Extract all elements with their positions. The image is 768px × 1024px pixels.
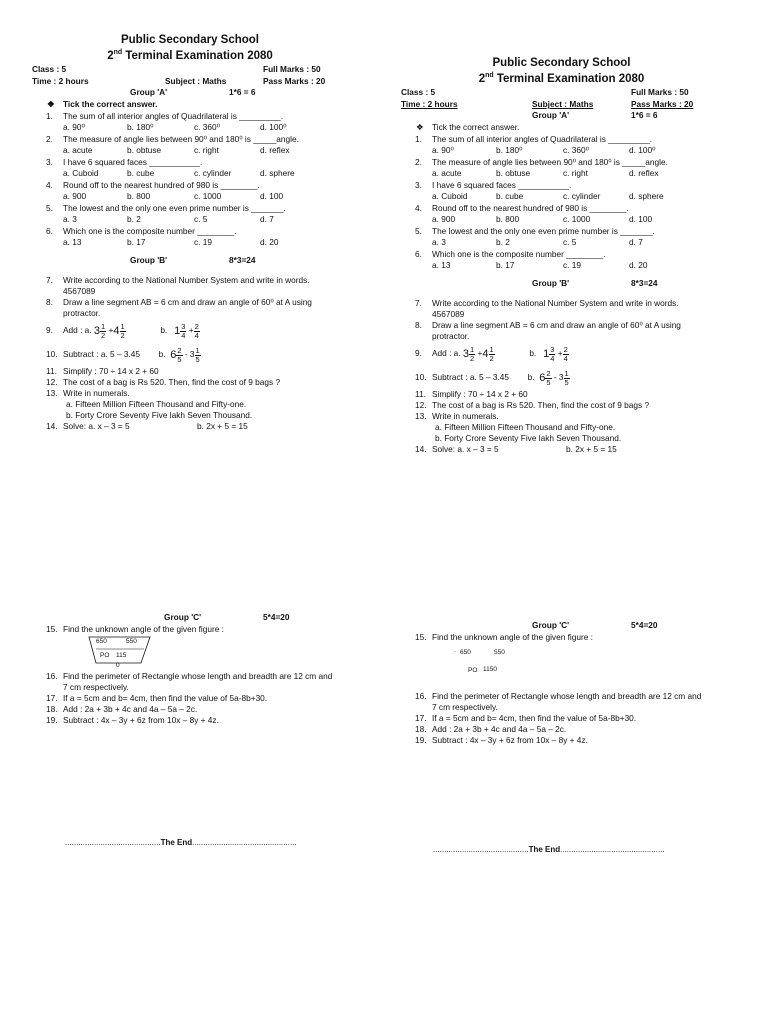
fraction: $\frac{2}{4}$ [194, 322, 199, 340]
class-label: Class : 5 [32, 64, 67, 75]
answer-option[interactable]: c. cylinder [194, 168, 232, 179]
group-a-heading: Group 'A' 1*6 = 6 [130, 87, 256, 98]
question-3: 3. I have 6 squared faces ___________. [46, 157, 203, 168]
question-6: 6. Which one is the composite number ________. [415, 249, 606, 260]
time-label: Time : 2 hours [401, 99, 458, 110]
answer-option[interactable]: d. reflex [260, 145, 290, 156]
fraction: $\frac{3}{4}$ [550, 345, 555, 363]
answer-option[interactable]: a. 3 [432, 237, 446, 248]
question-1: 1. The sum of all interior angles of Quadrilateral is _________. [415, 134, 652, 145]
question-10: 10. Subtract : a. 5 – 3.45 b. 6 $\frac{2}{5}$ - 3 $\frac{1}{5}$ [415, 369, 569, 387]
subject-label: Subject : Maths [165, 76, 227, 87]
answer-option[interactable]: c. 1000 [194, 191, 222, 202]
question-9: 9. Add : a. 3 $\frac{1}{2}$ +4 $\frac{1}{2}$ b. 1 $\frac{3}{4}$ + $\frac{2}{4}$ [415, 345, 568, 363]
exam-title: 2nd Terminal Examination 2080 [107, 49, 273, 63]
time-label: Time : 2 hours [32, 76, 89, 87]
full-marks: Full Marks : 50 [263, 64, 321, 75]
diamond-bullet-icon: ❖ [47, 99, 55, 110]
the-end-right: ...........................................The End............................................... [433, 845, 665, 854]
fraction: $\frac{2}{5}$ [177, 346, 182, 364]
answer-option[interactable]: c. right [194, 145, 219, 156]
fraction: $\frac{1}{5}$ [564, 369, 569, 387]
quadrilateral-figure: 650 550 PO 115 0 [86, 635, 350, 671]
answer-option[interactable]: d. sphere [629, 191, 664, 202]
question-2-options [63, 145, 350, 157]
dot-icon: · [454, 648, 457, 655]
question-1-options [63, 122, 350, 134]
answer-option[interactable]: d. 100 [260, 191, 284, 202]
answer-option[interactable]: b. 2 [496, 237, 510, 248]
answer-option[interactable]: a. acute [432, 168, 462, 179]
answer-option[interactable]: d. sphere [260, 168, 295, 179]
answer-option[interactable]: b. 17 [127, 237, 146, 248]
answer-option[interactable]: d. reflex [629, 168, 659, 179]
question-2-options [432, 168, 724, 180]
question-7: 7. Write according to the National Number System and write in words. 4567089 [46, 275, 310, 296]
group-a-questions [30, 111, 350, 249]
question-16: 16. Find the perimeter of Rectangle whose length and breadth are 12 cm and 7 cm respectively. [46, 671, 333, 692]
fraction: $\frac{1}{5}$ [195, 346, 200, 364]
pass-marks: Pass Marks : 20 [263, 76, 326, 87]
answer-option[interactable]: a. Cuboid [432, 191, 468, 202]
answer-option[interactable]: b. 800 [127, 191, 151, 202]
question-19: 19. Subtract : 4x – 3y + 6z from 10x – 8y + 4z. [46, 714, 219, 725]
question-13: 13. Write in numerals. [415, 411, 499, 422]
answer-option[interactable]: a. 900 [432, 214, 456, 225]
fraction: $\frac{3}{4}$ [181, 322, 186, 340]
answer-option[interactable]: b. obtuse [127, 145, 162, 156]
question-5-options [63, 214, 350, 226]
question-8: 8. Draw a line segment AB = 6 cm and draw an angle of 60⁰ at A using protractor. [415, 319, 681, 341]
answer-option[interactable]: c. cylinder [563, 191, 601, 202]
answer-option[interactable]: a. 13 [63, 237, 82, 248]
fraction: $\frac{1}{2}$ [470, 345, 475, 363]
answer-option[interactable]: d. 100⁰ [629, 145, 656, 156]
question-3-options [432, 191, 724, 203]
question-18: 18. Add : 2a + 3b + 4c and 4a – 5a – 2c. [46, 703, 198, 714]
answer-option[interactable]: b. 17 [496, 260, 515, 271]
question-6-options [432, 260, 724, 272]
left-exam-sheet [30, 32, 350, 432]
answer-option[interactable]: d. 7 [629, 237, 643, 248]
full-marks: Full Marks : 50 [631, 87, 689, 98]
answer-option[interactable]: b. 800 [496, 214, 520, 225]
class-row [30, 64, 350, 76]
question-2: 2. The measure of angle lies between 90⁰ and 180⁰ is _____angle. [46, 134, 299, 145]
subject-label: Subject : Maths [532, 99, 594, 110]
group-b-heading: Group 'B' 8*3=24 [130, 255, 256, 266]
fraction: $\frac{1}{2}$ [101, 322, 106, 340]
question-9: 9. Add : a. 3 $\frac{1}{2}$ +4 $\frac{1}{2}$ b. 1 $\frac{3}{4}$ + $\frac{2}{4}$ [46, 322, 199, 340]
question-18: 18. Add : 2a + 3b + 4c and 4a – 5a – 2c. [415, 723, 567, 734]
tick-instruction: ❖ Tick the correct answer. [416, 122, 520, 133]
question-10: 10. Subtract : a. 5 – 3.45 b. 6 $\frac{2}{5}$ - 3 $\frac{1}{5}$ [46, 346, 200, 364]
group-a-questions [399, 134, 724, 272]
answer-option[interactable]: b. obtuse [496, 168, 531, 179]
answer-option[interactable]: c. 360⁰ [194, 122, 220, 133]
question-4: 4. Round off to the nearest hundred of 980 is ________. [415, 203, 629, 214]
right-group-c [399, 618, 724, 746]
question-17: 17. If a = 5cm and b= 4cm, then find the value of 5a-8b+30. [415, 712, 637, 723]
exam-title: 2nd Terminal Examination 2080 [478, 72, 645, 86]
group-a-heading: Group 'A' 1*6 = 6 [532, 110, 658, 121]
fraction: $\frac{2}{4}$ [563, 345, 568, 363]
answer-option[interactable]: b. 2 [127, 214, 141, 225]
group-c-heading: Group 'C' 5*4=20 [164, 612, 290, 622]
pass-marks: Pass Marks : 20 [631, 99, 694, 110]
school-name: Public Secondary School [120, 34, 260, 46]
left-group-c [30, 610, 350, 726]
question-19: 19. Subtract : 4x – 3y + 6z from 10x – 8y + 4z. [415, 734, 588, 745]
question-13b: b. Forty Crore Seventy Five lakh Seven Thousand. [435, 433, 622, 444]
answer-option[interactable]: d. 100⁰ [260, 122, 287, 133]
question-15: 15. Find the unknown angle of the given figure : [46, 624, 224, 634]
answer-option[interactable]: a. acute [63, 145, 93, 156]
question-1: 1. The sum of all interior angles of Quadrilateral is _________. [46, 111, 283, 122]
question-4-options [432, 214, 724, 226]
question-17: 17. If a = 5cm and b= 4cm, then find the value of 5a-8b+30. [46, 692, 268, 703]
fraction: $\frac{1}{2}$ [120, 322, 125, 340]
question-11: 11. Simplify : 70 ÷ 14 x 2 + 60 [46, 366, 159, 377]
fraction: $\frac{2}{5}$ [546, 369, 551, 387]
question-1-options [432, 145, 724, 157]
right-exam-sheet [399, 55, 724, 455]
fraction: $\frac{1}{2}$ [489, 345, 494, 363]
answer-option[interactable]: b. cube [127, 168, 155, 179]
question-4-options [63, 191, 350, 203]
class-label: Class : 5 [401, 87, 436, 98]
quadrilateral-figure: · 650 550 PO 1150 [454, 648, 505, 674]
group-b-heading: Group 'B' 8*3=24 [532, 278, 658, 289]
answer-option[interactable]: b. cube [496, 191, 524, 202]
group-c-heading: Group 'C' 5*4=20 [532, 620, 658, 630]
answer-option[interactable]: c. 19 [194, 237, 212, 248]
answer-option[interactable]: c. 1000 [563, 214, 591, 225]
answer-option[interactable]: a. 3 [63, 214, 77, 225]
answer-option[interactable]: b. 180⁰ [127, 122, 154, 133]
question-13a: a. Fifteen Million Fifteen Thousand and Fifty-one. [435, 422, 616, 433]
question-3: 3. I have 6 squared faces ___________. [415, 180, 572, 191]
answer-option[interactable]: c. 360⁰ [563, 145, 589, 156]
question-5: 5. The lowest and the only one even prime number is _______. [415, 226, 655, 237]
answer-option[interactable]: a. 90⁰ [432, 145, 454, 156]
question-16: 16. Find the perimeter of Rectangle whose length and breadth are 12 cm and 7 cm respectively. [415, 691, 702, 712]
question-13a: a. Fifteen Million Fifteen Thousand and Fifty-one. [66, 399, 247, 410]
question-6: 6. Which one is the composite number ________. [46, 226, 237, 237]
question-12: 12. The cost of a bag is Rs 520. Then, find the cost of 9 bags ? [46, 377, 281, 388]
answer-option[interactable]: d. 20 [629, 260, 648, 271]
question-14: 14. Solve: a. x – 3 = 5 b. 2x + 5 = 15 [46, 421, 248, 432]
question-5: 5. The lowest and the only one even prime number is _______. [46, 203, 286, 214]
question-7: 7. Write according to the National Number System and write in words. 4567089 [415, 298, 679, 319]
answer-option[interactable]: b. 180⁰ [496, 145, 523, 156]
question-12: 12. The cost of a bag is Rs 520. Then, find the cost of 9 bags ? [415, 400, 650, 411]
school-name: Public Secondary School [492, 57, 631, 69]
class-row [399, 87, 724, 99]
answer-option[interactable]: c. right [563, 168, 588, 179]
the-end-left: ...........................................The End............................................... [65, 838, 297, 847]
question-2: 2. The measure of angle lies between 90⁰ and 180⁰ is _____angle. [415, 157, 668, 168]
answer-option[interactable]: d. 100 [629, 214, 653, 225]
question-3-options [63, 168, 350, 180]
answer-option[interactable]: d. 7 [260, 214, 274, 225]
answer-option[interactable]: c. 19 [563, 260, 581, 271]
question-5-options [432, 237, 724, 249]
answer-option[interactable]: a. 90⁰ [63, 122, 85, 133]
question-8: 8. Draw a line segment AB = 6 cm and draw an angle of 60⁰ at A using protractor. [46, 296, 312, 318]
question-4: 4. Round off to the nearest hundred of 980 is ________. [46, 180, 260, 191]
answer-option[interactable]: a. Cuboid [63, 168, 99, 179]
question-14: 14. Solve: a. x – 3 = 5 b. 2x + 5 = 15 [415, 444, 617, 455]
answer-option[interactable]: c. 5 [194, 214, 208, 225]
question-11: 11. Simplify : 70 ÷ 14 x 2 + 60 [415, 389, 528, 400]
answer-option[interactable]: c. 5 [563, 237, 577, 248]
question-13: 13. Write in numerals. [46, 388, 130, 399]
question-15: 15. Find the unknown angle of the given figure : [415, 632, 593, 642]
question-13b: b. Forty Crore Seventy Five lakh Seven Thousand. [66, 410, 253, 421]
answer-option[interactable]: a. 900 [63, 191, 87, 202]
answer-option[interactable]: a. 13 [432, 260, 451, 271]
question-6-options [63, 237, 350, 249]
tick-instruction: ❖ Tick the correct answer. [47, 99, 158, 110]
diamond-bullet-icon: ❖ [416, 122, 424, 133]
answer-option[interactable]: d. 20 [260, 237, 279, 248]
